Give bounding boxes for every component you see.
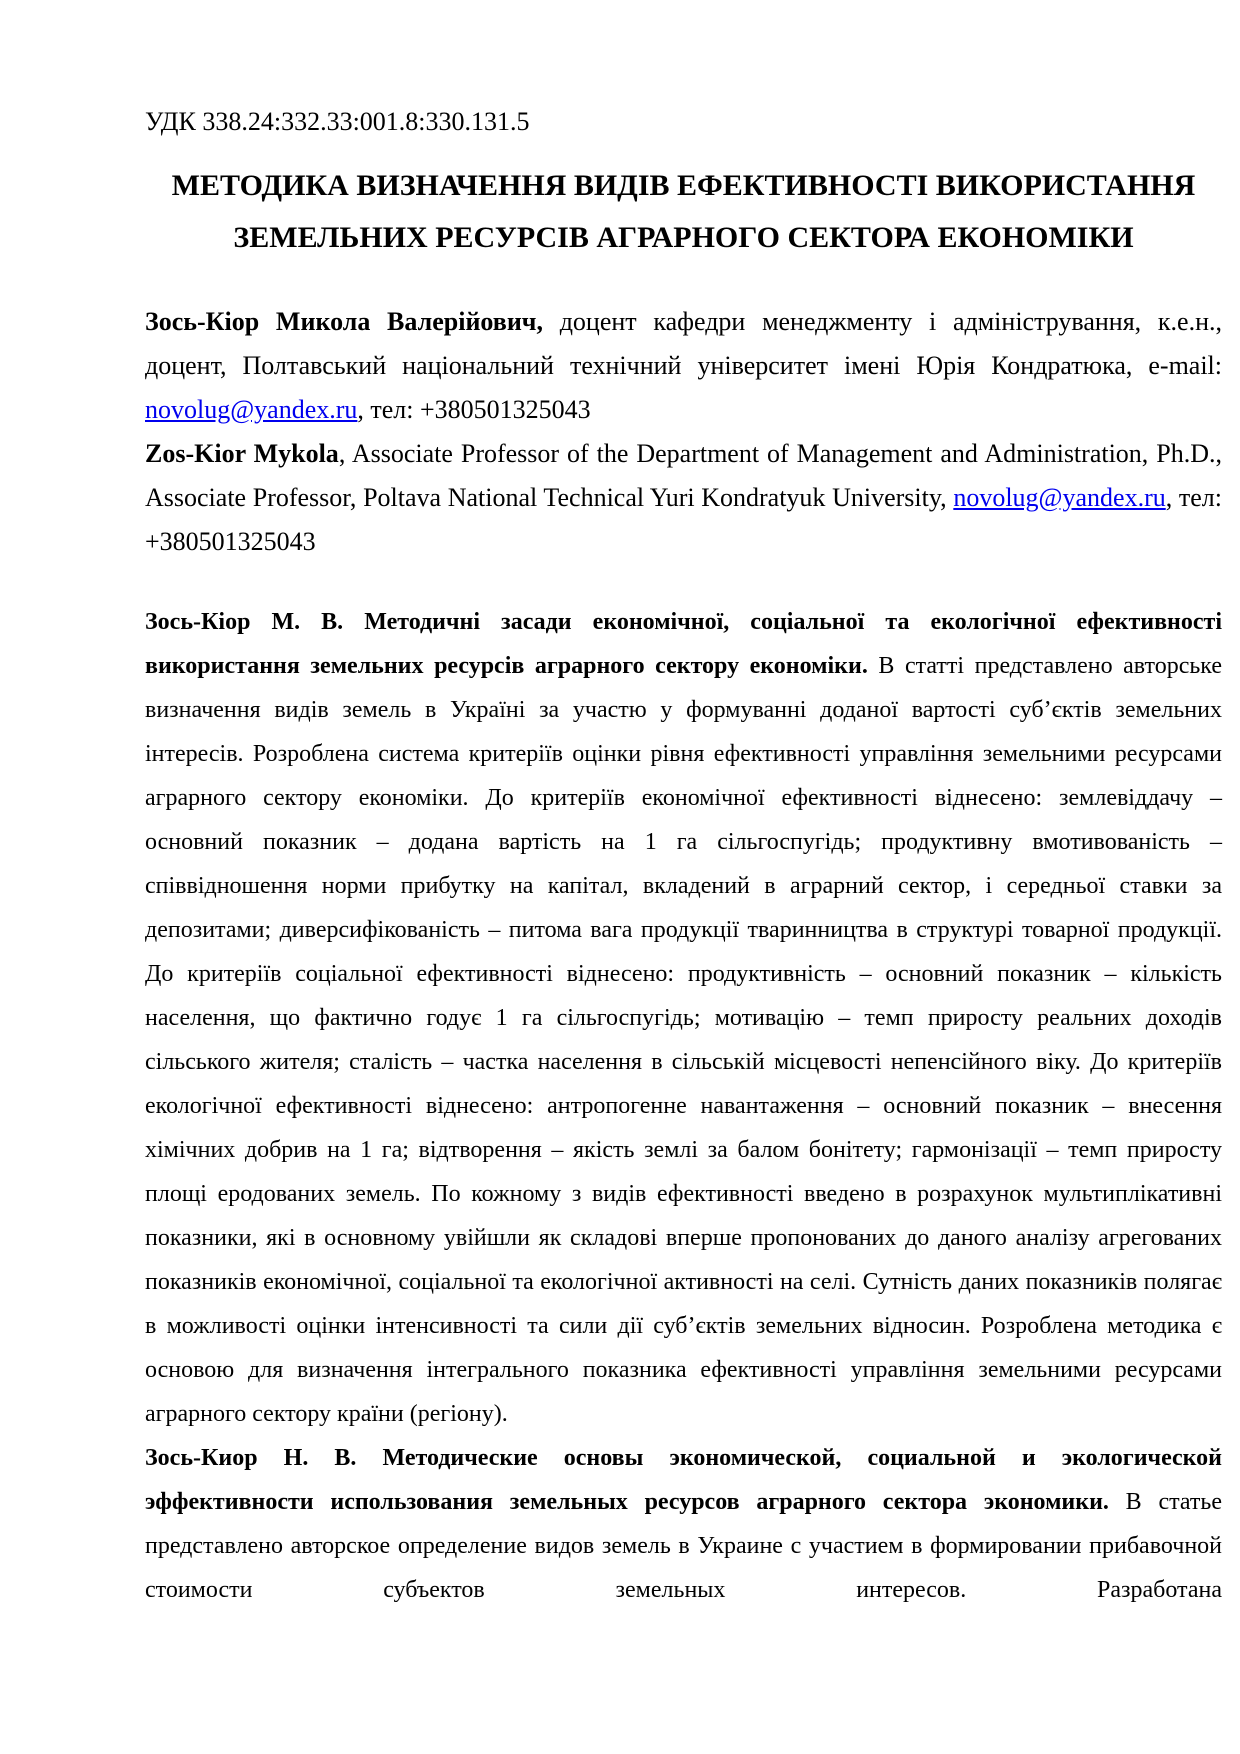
abstract-ru-paragraph xyxy=(145,1436,1222,1612)
author-uk-paragraph xyxy=(145,300,1222,432)
article-title-line-2: ЗЕМЕЛЬНИХ РЕСУРСІВ АГРАРНОГО СЕКТОРА ЕКОНОМІКИ xyxy=(233,221,1134,254)
abstract-uk-paragraph xyxy=(145,600,1222,1436)
email-link[interactable]: novolug@yandex.ru xyxy=(145,395,358,424)
authors-section xyxy=(145,300,1222,564)
author-en-phone: , тел: +380501325043 xyxy=(145,483,1222,556)
author-uk-phone: , тел: +380501325043 xyxy=(357,395,591,424)
author-uk-name: Зось-Кіор Микола Валерійович, xyxy=(145,307,543,336)
email-link[interactable]: novolug@yandex.ru xyxy=(953,483,1166,512)
article-title xyxy=(145,160,1222,264)
abstract-ru-lead: Зось-Киор Н. В. Методические основы экономической, социальной и экологической эффективности использования земельных ресурсов аграрного сектора экономики. xyxy=(145,1445,1222,1515)
author-en-details: , Associate Professor of the Department of Management and Administration, Ph.D., Associate Professor, Poltava National Technical Yuri Kondratyuk University, xyxy=(145,439,1222,512)
author-en-paragraph xyxy=(145,432,1222,564)
author-en-name: Zos-Kior Mykola xyxy=(145,439,339,468)
udc-code: УДК 338.24:332.33:001.8:330.131.5 xyxy=(145,107,530,136)
author-uk-details: доцент кафедри менеджменту і адміністрування, к.е.н., доцент, Полтавський національний технічний університет імені Юрія Кондратюка, e-mail: xyxy=(145,307,1222,380)
abstract-uk-body: В статті представлено авторське визначення видів земель в Україні за участю у формуванні доданої вартості суб’єктів земельних інтересів. Розроблена система критеріїв оцінки рівня ефективності управління земельними ресурсами аграрного сектору економіки. До критеріїв економічної ефективності віднесено: землевіддачу – основний показник – додана вартість на 1 га сільгоспугідь; продуктивну вмотивованість – співвідношення норми прибутку на капітал, вкладений в аграрний сектор, і середньої ставки за депозитами; диверсифікованість – питома вага продукції тваринництва в структурі товарної продукції. До критеріїв соціальної ефективності віднесено: продуктивність – основний показник – кількість населення, що фактично годує 1 га сільгоспугідь; мотивацію – темп приросту реальних доходів сільського жителя; сталість – частка населення в сільській місцевості непенсійного віку. До критеріїв екологічної ефективності віднесено: антропогенне навантаження – основний показник – внесення хімічних добрив на 1 га; відтворення – якість землі за балом бонітету; гармонізації – темп приросту площі еродованих земель. По кожному з видів ефективності введено в розрахунок мультиплікативні показники, які в основному увійшли як складові вперше пропонованих до даного аналізу агрегованих показників економічної, соціальної та екологічної активності на селі. Сутність даних показників полягає в можливості оцінки інтенсивності та сили дії суб’єктів земельних відносин. Розроблена методика є основою для визначення інтегрального показника ефективності управління земельними ресурсами аграрного сектору країни (регіону). xyxy=(145,653,1223,1427)
article-title-line-1: МЕТОДИКА ВИЗНАЧЕННЯ ВИДІВ ЕФЕКТИВНОСТІ ВИКОРИСТАННЯ xyxy=(171,169,1196,202)
abstract-ru-body: В статье представлено авторское определение видов земель в Украине с участием в формировании прибавочной стоимости субъектов земельных интересов. Разработана xyxy=(145,1489,1222,1603)
abstract-uk-lead: Зось-Кіор М. В. Методичні засади економічної, соціальної та екологічної ефективності використання земельних ресурсів аграрного сектору економіки. xyxy=(145,609,1222,679)
